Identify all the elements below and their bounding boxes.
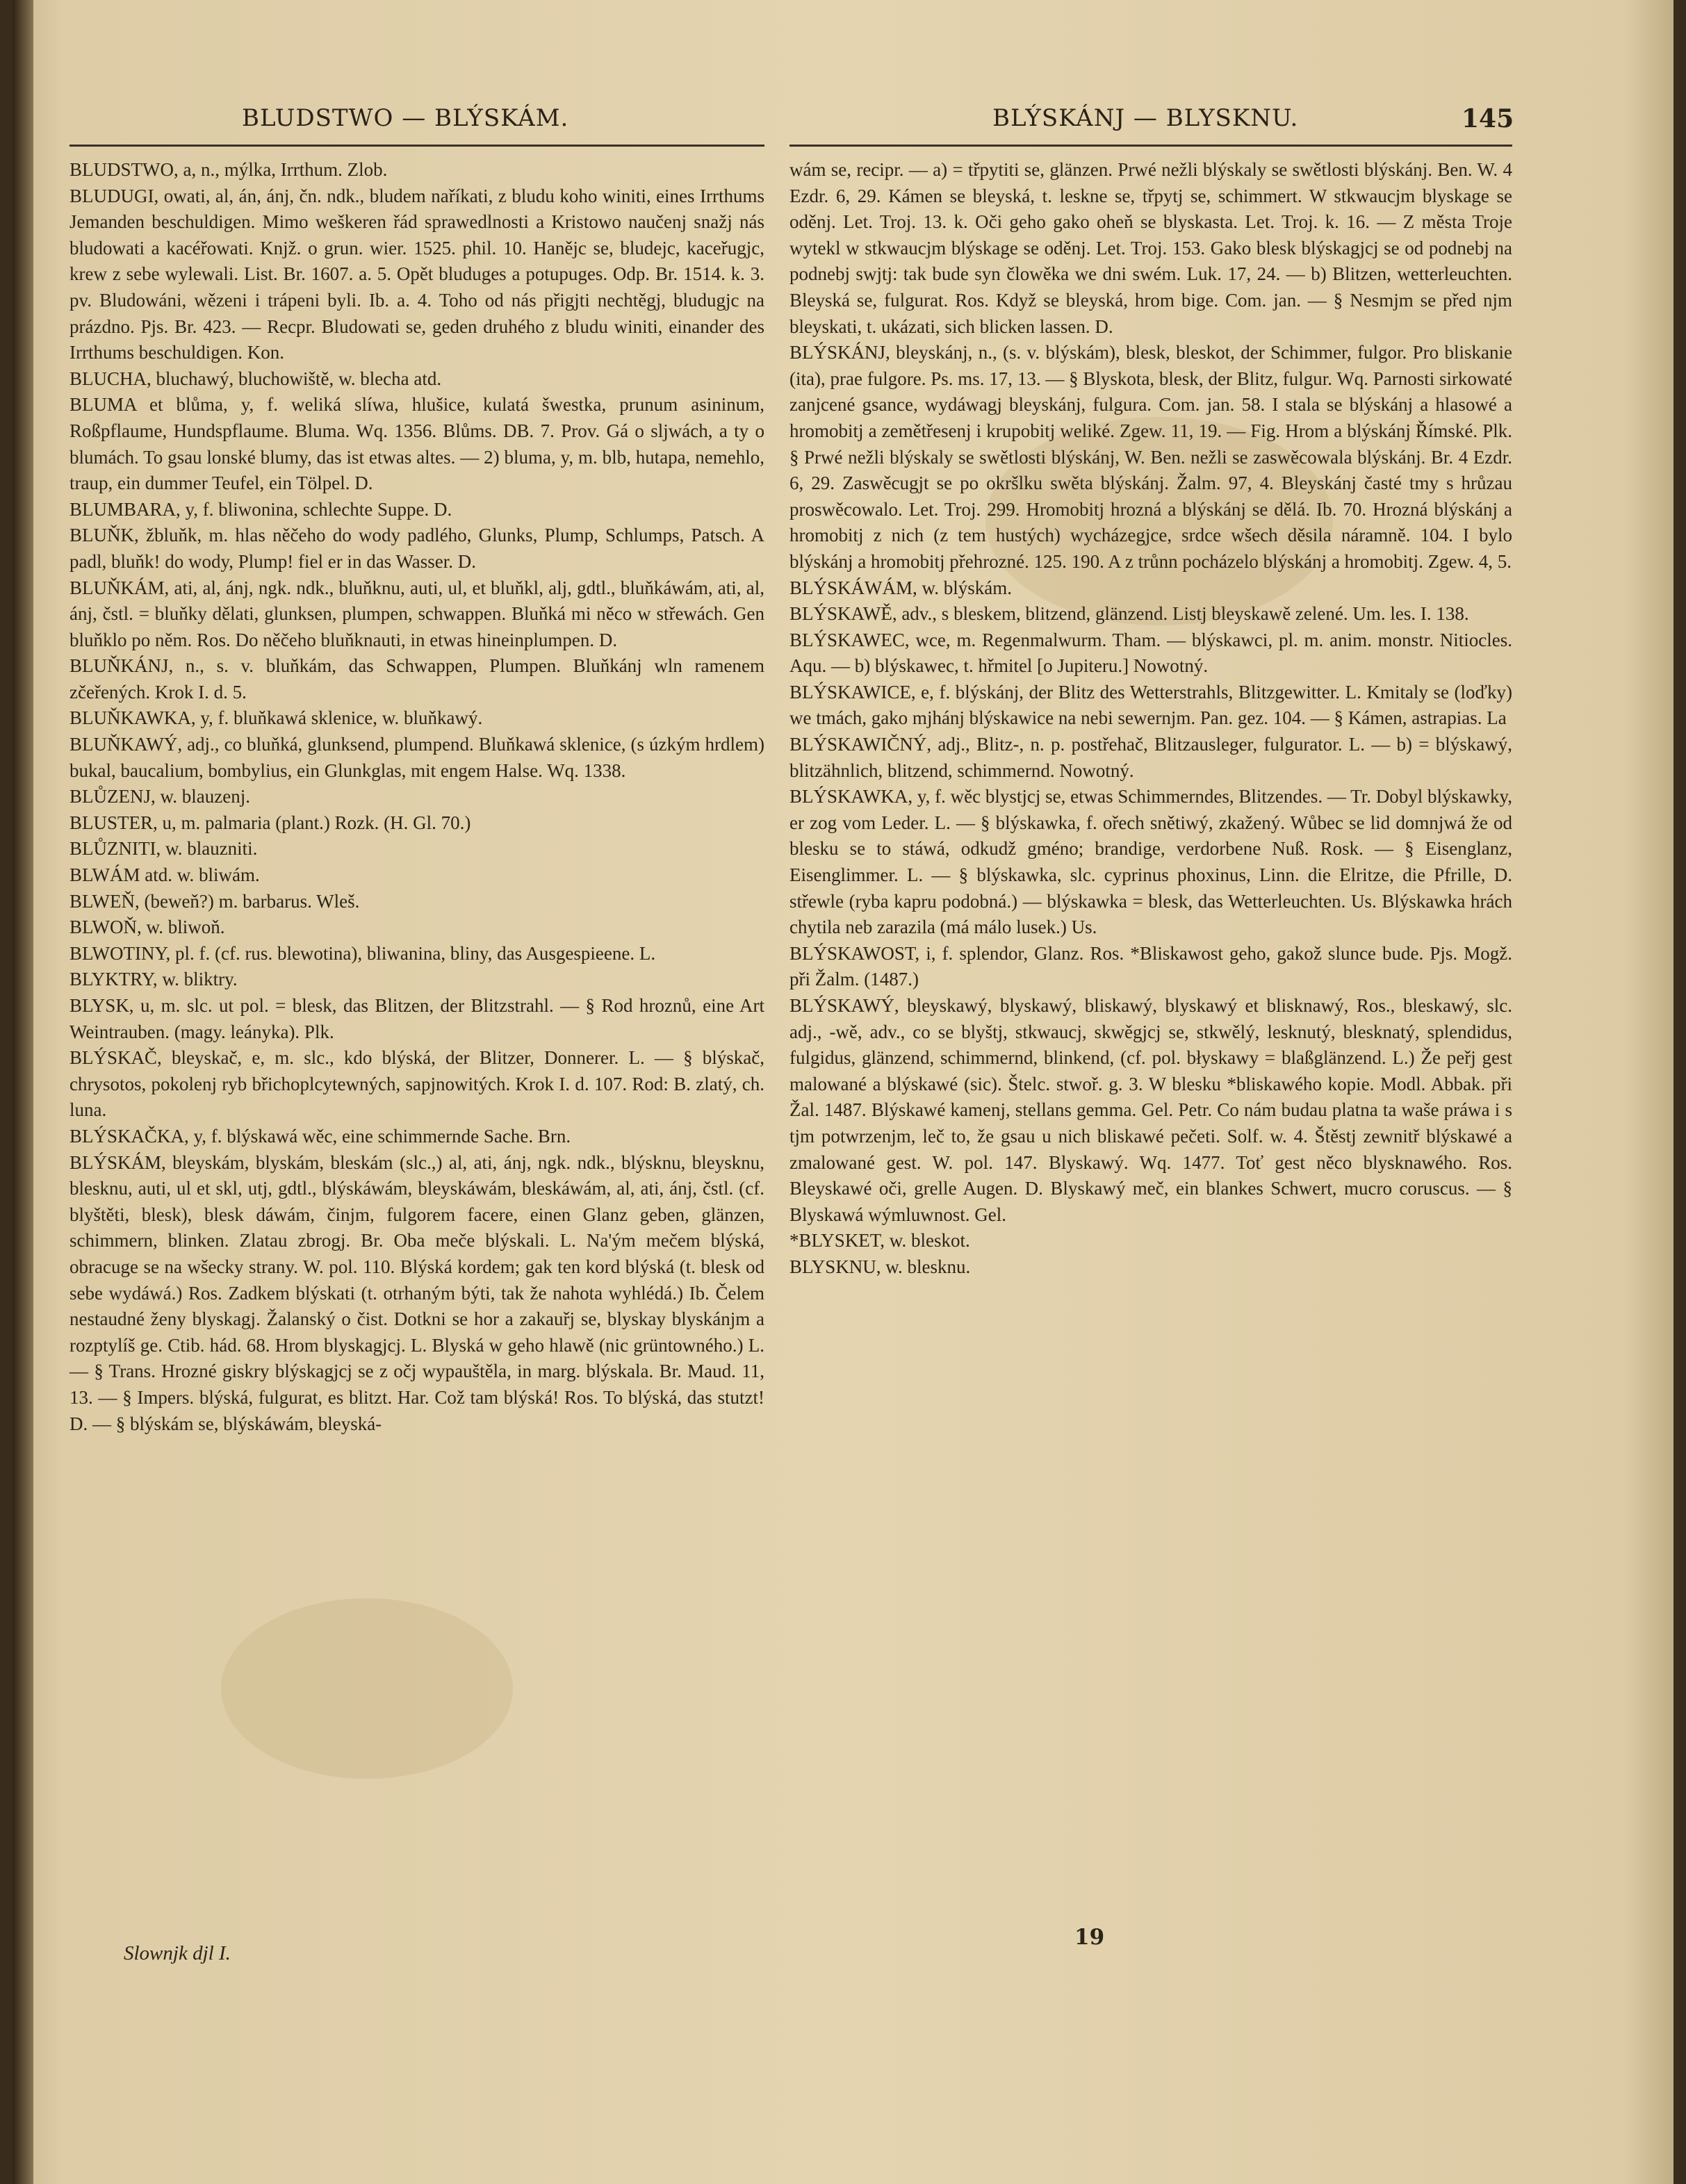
dictionary-entry: BLÝSKÁWÁM, w. blýskám. xyxy=(789,577,1012,598)
dictionary-entry: BLUCHA, bluchawý, bluchowiště, w. blecha atd. xyxy=(69,368,442,389)
paper-stain xyxy=(221,1598,513,1779)
left-column xyxy=(69,157,764,1437)
dictionary-entry: BLUMA et blůma, y, f. weliká slíwa, hlušice, kulatá šwestka, prunum asininum, Roßpflaume, Hundspflaume. Bluma. Wq. 1356. Blůms. DB. 7. Prov. Gá o sljwách, a ty o blumách. To gsau lonské blumy, das ist etwas altes. — 2) bluma, y, m. blb, hutapa, nemehlo, traup, ein dummer Teufel, ein Tölpel. D. xyxy=(69,394,764,494)
dictionary-entry: BLÝSKAWIČNÝ, adj., Blitz-, n. p. postřehač, Blitzausleger, fulgurator. L. — b) = blýskawý, blitzähnlich, blitzend, schimmernd. Nowotný. xyxy=(789,734,1512,781)
book-spine-shadow xyxy=(13,0,33,2184)
dictionary-entry: BLÝSKAWEC, wce, m. Regenmalwurm. Tham. — blýskawci, pl. m. anim. monstr. Nitiocles. Aqu. — b) blýskawec, t. hřmitel [o Jupiteru.] Nowotný. xyxy=(789,629,1512,677)
sheet-number: 19 xyxy=(1074,1925,1105,1950)
dictionary-entry: BLUDSTWO, a, n., mýlka, Irrthum. Zlob. xyxy=(69,159,388,180)
dictionary-entry: BLWEŇ, (beweň?) m. barbarus. Wleš. xyxy=(69,890,360,912)
right-column xyxy=(789,157,1512,1281)
dictionary-entry: BLÝSKAWĚ, adv., s bleskem, blitzend, glänzend. Listj bleyskawě zelené. Um. les. I. 138. xyxy=(789,603,1469,625)
dictionary-entry: BLÝSKAČ, bleyskač, e, m. slc., kdo blýská, der Blitzer, Donnerer. L. — § blýskač, chrysotos, pokolenj ryb břichoplcytewných, sapjnowitých. Krok I. d. 107. Rod: B. zlatý, ch. luna. xyxy=(69,1047,764,1121)
header-rule-right xyxy=(789,145,1512,147)
dictionary-entry: BLUŇK, žbluňk, m. hlas něčeho do wody padlého, Glunks, Plump, Schlumps, Patsch. A padl, bluňk! do wody, Plump! fiel er in das Wasser. D. xyxy=(69,525,764,572)
dictionary-entry: BLÝSKÁNJ, bleyskánj, n., (s. v. blýskám), blesk, bleskot, der Schimmer, fulgor. Pro bliskanie (ita), prae fulgore. Ps. ms. 17, 13. — § Blyskota, blesk, der Blitz, fulgur. Wq. Parnosti sirkowaté zanjcené gsance, wydáwagj bleyskánj, fulgura. Com. jan. 58. I stala se blýskánj a hlasowé a hromobitj a zemětřesenj i krupobitj weliké. Zgew. 11, 19. — Fig. Hrom a blýskánj Římské. Plk. § Prwé nežli blýskaly se swětlosti blýskánj, W. Ben. nežli se zaswěcowala blýskánj. Br. 4 Ezdr. 6, 29. Zaswěcugjt se po okršlku swěta blýskánj. Žalm. 97, 4. Bleyskánj časté tmy s hrůzau proswěcowalo. Let. Troj. 299. Hromobitj hrozná a blýskánj se dělá. Ib. 70. Hrozná blýskánj a hromobitj z nich (z tem hustých) wycházegjce, srdce wšech děsila náramně. 104. I bylo blýskánj a hromobitj přehrozné. 125. 190. A z trůnn pocházelo blýskánj a hromobitj. Zgew. 4, 5. xyxy=(789,342,1512,572)
dictionary-entry: BLWÁM atd. w. bliwám. xyxy=(69,864,260,886)
dictionary-entry: BLŮZENJ, w. blauzenj. xyxy=(69,786,250,807)
dictionary-page xyxy=(13,0,1673,2184)
dictionary-entry: BLWOTINY, pl. f. (cf. rus. blewotina), bliwanina, bliny, das Ausgespieene. L. xyxy=(69,942,656,964)
running-head-left: BLUDSTWO — BLÝSKÁM. xyxy=(242,104,569,132)
dictionary-entry: BLÝSKAWOST, i, f. splendor, Glanz. Ros. *Bliskawost geho, gakož slunce bude. Pjs. Mogž. při Žalm. (1487.) xyxy=(789,942,1512,990)
dictionary-entry: BLUSTER, u, m. palmaria (plant.) Rozk. (H. Gl. 70.) xyxy=(69,812,471,833)
dictionary-entry: BLUŇKÁNJ, n., s. v. bluňkám, das Schwappen, Plumpen. Bluňkánj wln ramenem zčeřených. Krok I. d. 5. xyxy=(69,655,764,703)
dictionary-entry: BLUMBARA, y, f. bliwonina, schlechte Suppe. D. xyxy=(69,498,452,520)
page-number: 145 xyxy=(1462,104,1514,133)
dictionary-entry: wám se, recipr. — a) = třpytiti se, glänzen. Prwé nežli blýskaly se swětlosti blýskánj. Ben. W. 4 Ezdr. 6, 29. Kámen se bleyská, t. leskne se, třpytj se, schimmert. W stkwaucjm blyskage se oděnj. Let. Troj. 13. k. Oči geho gako oheň se blyskasta. Let. Troj. k. 16. — Z města Troje wytekl w stkwaucjm blýskage se oděnj. Let. Troj. 153. Gako blesk blýskagjcj se od podnebj na podnebj swjtj: tak bude syn člowěka we dni swém. Luk. 17, 24. — b) Blitzen, wetterleuchten. Bleyská se, fulgurat. Ros. Když se bleyská, hrom bige. Com. jan. — § Nesmjm se před njm bleyskati, t. ukázati, sich blicken lassen. D. xyxy=(789,159,1512,337)
dictionary-entry: BLÝSKAWICE, e, f. blýskánj, der Blitz des Wetterstrahls, Blitzgewitter. L. Kmitaly se (loďky) we tmách, gako mjhánj blýskawice na nebi sewernjm. Pan. gez. 104. — § Kámen, astrapias. La xyxy=(789,681,1512,729)
dictionary-entry: BLÝSKAČKA, y, f. blýskawá wěc, eine schimmernde Sache. Brn. xyxy=(69,1125,571,1147)
dictionary-entry: BLYKTRY, w. bliktry. xyxy=(69,969,238,990)
dictionary-entry: BLÝSKÁM, bleyskám, blyskám, bleskám (slc.,) al, ati, ánj, ngk. ndk., blýsknu, bleysknu, blesknu, auti, ul et skl, utj, gdtl., blýskáwám, bleyskáwám, bleskáwám, al, ati, ánj, čstl. (cf. blyštěti, blesk), blesk dáwám, činjm, fulgorem facere, einen Glanz geben, glänzen, schimmern, blinken. Zlatau zbrogj. Br. Oba meče blýskali. L. Na'ým mečem blýská, obracuge se na wšecky strany. W. pol. 110. Blýská kordem; gak ten kord blýská (t. blesk od sebe wydáwá.) Ros. Zadkem blýskati (t. otrhaným býti, tak že nahota wyhlédá.) Ib. Čelem nestaudné ženy blyskagj. Žalanský o čist. Dotkni se hor a zakauřj se, blyskay blyskánjm a rozptylíš ge. Ctib. hád. 68. Hrom blyskagjcj. L. Blyská w geho hlawě (nic grüntowného.) L. — § Trans. Hrozné giskry blýskagjcj se z očj wypauštěla, in marg. blýskala. Br. Maud. 11, 13. — § Impers. blýská, fulgurat, es blitzt. Har. Což tam blýská! Ros. To blýská, das stutzt! D. — § blýskám se, blýskáwám, bleyská- xyxy=(69,1151,764,1434)
dictionary-entry: BLŮZNITI, w. blauzniti. xyxy=(69,838,258,860)
dictionary-entry: BLUŇKÁM, ati, al, ánj, ngk. ndk., bluňknu, auti, ul, et bluňkl, alj, gdtl., bluňkáwám, ati, al, ánj, čstl. = bluňky dělati, glunksen, plumpen, schwappen. Bluňká mi něco w střewách. Gen bluňklo po něm. Ros. Do něčeho bluňknauti, in etwas hineinplumpen. D. xyxy=(69,577,764,650)
dictionary-entry: BLUŇKAWÝ, adj., co bluňká, glunksend, plumpend. Bluňkawá sklenice, (s úzkým hrdlem) bukal, baucalium, bombylius, ein Glunkglas, mit engem Halse. Wq. 1338. xyxy=(69,734,764,781)
running-head-right: BLÝSKÁNJ — BLYSKNU. xyxy=(992,104,1299,132)
signature-mark: Slownjk djl I. xyxy=(124,1942,231,1964)
dictionary-entry: BLÝSKAWKA, y, f. wěc blystjcj se, etwas Schimmerndes, Blitzendes. — Tr. Dobyl blýskawky, er zog vom Leder. L. — § blýskawka, f. ořech snětiwý, zkažený. Wůbec se lid domnjwá že od blesku se to stáwá, odkudž gméno; brandige, verdorbene Nuß. Rosk. — § Eisenglanz, Eisenglimmer. L. — § blýskawka, slc. cyprinus phoxinus, Linn. die Elritze, die Pfrille, D. střewle (ryba kapru podobná.) — blýskawka = blesk, das Wetterleuchten. Us. Blýskawka hrách chytila neb zarazila (má málo lusek.) Us. xyxy=(789,786,1512,938)
dictionary-entry: BLYSKNU, w. blesknu. xyxy=(789,1256,971,1277)
dictionary-entry: BLYSK, u, m. slc. ut pol. = blesk, das Blitzen, der Blitzstrahl. — § Rod hroznů, eine Art Weintrauben. (magy. leányka). Plk. xyxy=(69,995,764,1042)
dictionary-entry: *BLYSKET, w. bleskot. xyxy=(789,1230,970,1251)
dictionary-entry: BLUŇKAWKA, y, f. bluňkawá sklenice, w. bluňkawý. xyxy=(69,707,483,729)
dictionary-entry: BLUDUGI, owati, al, án, ánj, čn. ndk., bludem naříkati, z bludu koho winiti, eines Irrthums Jemanden beschuldigen. Mimo weškeren řád sprawedlnosti a Kristowo naučenj snažj nás bludowati a kacéřowati. Knjž. o grun. wier. 1525. phil. 10. Hanějc se, bludejc, kaceřugjc, krew z sebe wylewali. List. Br. 1607. a. 5. Opět bluduges a potupuges. Odp. Br. 1514. k. 3. pv. Bludowáni, wězeni i trápeni byli. Ib. a. 4. Toho od nás přigjti nechtěgj, bludugjc na prázdno. Pjs. Br. 423. — Recpr. Bludowati se, geden druhého z bludu winiti, einander des Irrthums beschuldigen. Kon. xyxy=(69,185,764,363)
header-rule-left xyxy=(69,145,764,147)
dictionary-entry: BLÝSKAWÝ, bleyskawý, blyskawý, bliskawý, blyskawý et blisknawý, Ros., bleskawý, slc. adj., -wě, adv., co se blyštj, stkwaucj, skwěgjcj se, stkwělý, lesknutý, blesknatý, splendidus, fulgidus, glänzend, schimmernd, blinkend, (cf. pol. błyskawy = blaßglänzend. L.) Že peřj gest malowané a blýskawé (sic). Štelc. stwoř. g. 3. W blesku *bliskawého kopie. Modl. Abbak. při Žal. 1487. Blýskawé kamenj, stellans gemma. Gel. Petr. Co nám budau platna ta waše práwa i s tjm potwrzenjm, leč to, že gsau u nich bliskawé pečeti. Solf. w. 4. Štěstj zewnitř blýskawé a zmalowané gest. W. pol. 147. Blyskawý. Wq. 1477. Toť gest něco blysknawého. Ros. Bleyskawé oči, grelle Augen. D. Blyskawý meč, ein blankes Schwert, mucro coruscus. — § Blyskawá wýmluwnost. Gel. xyxy=(789,995,1512,1225)
dictionary-entry: BLWOŇ, w. bliwoň. xyxy=(69,917,225,938)
